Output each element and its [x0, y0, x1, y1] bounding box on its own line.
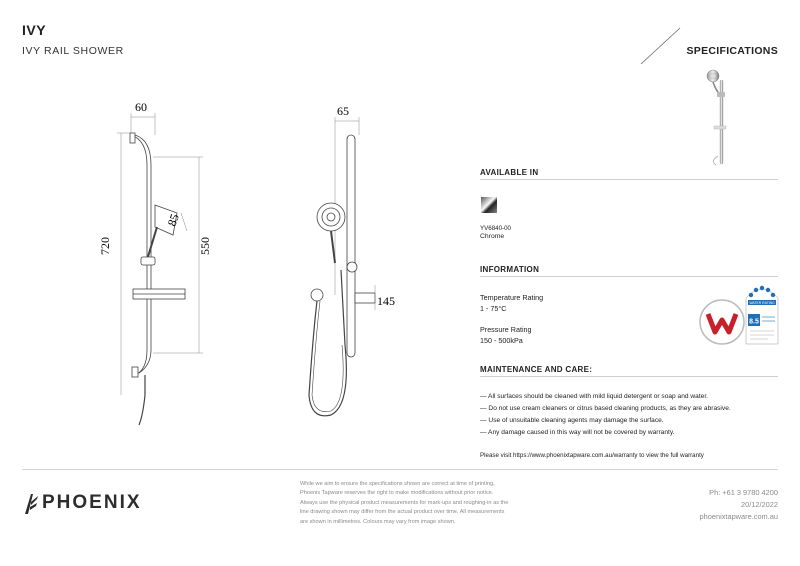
specifications-heading: SPECIFICATIONS: [686, 45, 778, 57]
disclaimer-line: Phoenix Tapware reserves the right to make modifications without prior notice.: [300, 490, 494, 497]
maintenance-item: — Any damage caused in this way will not be covered by warranty.: [480, 429, 675, 436]
available-in-rule: [480, 179, 778, 180]
front-view-drawing: [95, 95, 225, 435]
dim-rail-length: 550: [198, 237, 212, 255]
dim-shelf-projection: 145: [377, 294, 395, 308]
maintenance-rule: [480, 376, 778, 377]
footer-rule: [22, 469, 778, 470]
wels-rating-value: 8.5: [749, 318, 759, 326]
disclaimer-line: line drawing shown may differ from the actual product over time. All measurements: [300, 509, 505, 516]
side-view-drawing: [295, 95, 420, 435]
maintenance-list: [480, 391, 731, 439]
dim-height-total: 720: [98, 237, 112, 255]
phoenix-logo-icon: [22, 492, 40, 516]
maintenance-item: — Do not use cream cleaners or citrus based cleaning products, as they are abrasive.: [480, 405, 731, 412]
maintenance-item: — Use of unsuitable cleaning agents may damage the surface.: [480, 417, 664, 424]
watermark-logo-icon: [698, 298, 746, 346]
temperature-label: Temperature Rating: [480, 293, 544, 302]
disclaimer-line: are shown in millimetres. Colours may vary from image shown.: [300, 518, 456, 525]
product-subtitle: IVY RAIL SHOWER: [22, 45, 124, 57]
product-title: IVY: [22, 22, 47, 38]
dim-width-top: 60: [135, 100, 147, 114]
finish-code: YV6840-00: [480, 225, 511, 232]
maintenance-heading: MAINTENANCE AND CARE:: [480, 365, 593, 374]
information-rule: [480, 276, 778, 277]
product-thumbnail-image: [700, 66, 736, 166]
diagonal-divider: [640, 27, 682, 65]
maintenance-item: — All surfaces should be cleaned with mild liquid detergent or soap and water.: [480, 393, 708, 400]
warranty-note: Please visit https://www.phoenixtapware.com.au/warranty to view the full warranty: [480, 452, 704, 459]
issue-date: 20/12/2022: [741, 500, 778, 509]
disclaimer-line: Always use the physical product measurements for mark-ups and roughing-in as the: [300, 499, 509, 506]
wels-rating-badge: [744, 284, 780, 346]
dim-handset: 85: [164, 211, 182, 229]
wels-badge-text: WATER RATING: [749, 301, 775, 305]
temperature-value: 1 - 75°C: [480, 304, 507, 313]
brand-name: PHOENIX: [42, 492, 142, 513]
dim-depth-top: 65: [337, 104, 349, 118]
finish-name: Chrome: [480, 233, 505, 240]
information-heading: INFORMATION: [480, 265, 540, 274]
pressure-value: 150 - 500kPa: [480, 336, 523, 345]
website-link[interactable]: phoenixtapware.com.au: [699, 512, 778, 521]
disclaimer-line: While we aim to ensure the specifications shown are correct at time of printing,: [300, 481, 495, 487]
chrome-swatch-icon: [480, 196, 498, 214]
available-in-heading: AVAILABLE IN: [480, 168, 539, 177]
pressure-label: Pressure Rating: [480, 325, 532, 334]
contact-block: [700, 487, 778, 523]
disclaimer: [300, 480, 560, 527]
phone-number: Ph: +61 3 9780 4200: [709, 488, 778, 497]
